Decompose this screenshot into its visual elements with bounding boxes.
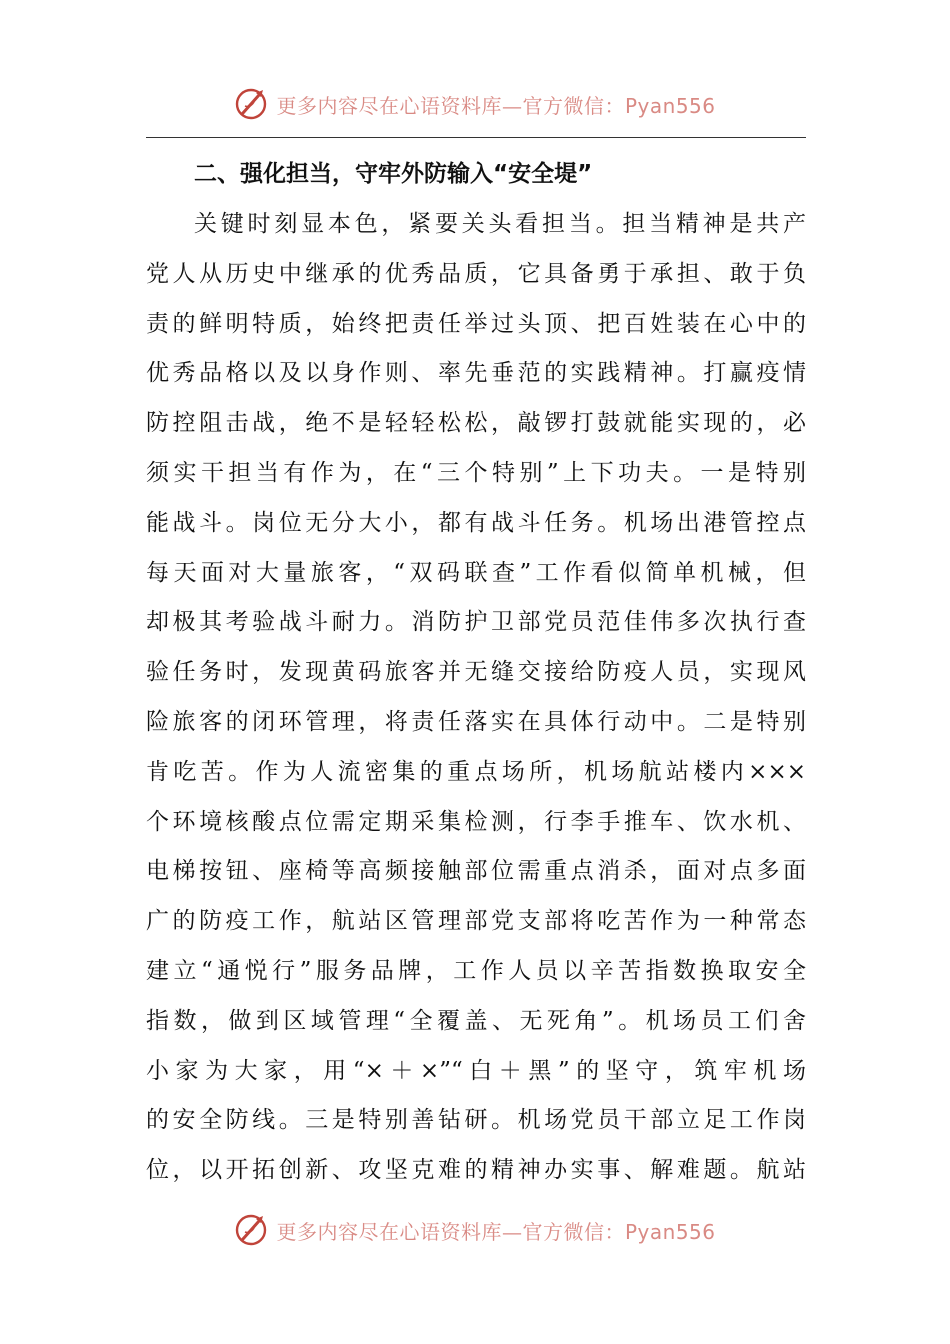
watermark-text: 更多内容尽在心语资料库—官方微信：Pyan556 (276, 93, 716, 118)
body-line: 肯吃苦。作为人流密集的重点场所，机场航站楼内××× (146, 758, 806, 785)
body-line: 须实干担当有作为，在“三个特别”上下功夫。一是特别 (146, 459, 806, 486)
watermark-text: 更多内容尽在心语资料库—官方微信：Pyan556 (276, 1219, 716, 1244)
pen-seal-icon (234, 1212, 270, 1248)
body-line: 优秀品格以及以身作则、率先垂范的实践精神。打赢疫情 (146, 360, 806, 387)
body-line: 关键时刻显本色，紧要关头看担当。担当精神是共产 (194, 211, 806, 237)
body-line: 防控阻击战，绝不是轻轻松松，敲锣打鼓就能实现的，必 (146, 410, 806, 437)
body-line: 的安全防线。三是特别善钻研。机场党员干部立足工作岗 (146, 1107, 806, 1134)
body-line: 却极其考验战斗耐力。消防护卫部党员范佳伟多次执行查 (146, 609, 806, 636)
body-line: 验任务时，发现黄码旅客并无缝交接给防疫人员，实现风 (146, 659, 806, 686)
header-divider (146, 137, 806, 138)
body-line: 位，以开拓创新、攻坚克难的精神办实事、解难题。航站 (146, 1157, 806, 1184)
body-paragraph (146, 200, 806, 1196)
body-line: 小家为大家，用“×＋×”“白＋黑”的坚守，筑牢机场 (146, 1057, 806, 1084)
body-line: 指数，做到区域管理“全覆盖、无死角”。机场员工们舍 (146, 1007, 806, 1034)
footer-watermark (0, 1210, 950, 1250)
body-line: 电梯按钮、座椅等高频接触部位需重点消杀，面对点多面 (146, 858, 806, 885)
header-watermark (0, 84, 950, 124)
pen-seal-icon (234, 86, 270, 122)
body-line: 建立“通悦行”服务品牌，工作人员以辛苦指数换取安全 (146, 957, 806, 984)
body-line: 能战斗。岗位无分大小，都有战斗任务。机场出港管控点 (146, 509, 806, 536)
body-line: 党人从历史中继承的优秀品质，它具备勇于承担、敢于负 (146, 260, 806, 287)
wechat-handle: Pyan556 (624, 93, 716, 118)
body-line: 广的防疫工作，航站区管理部党支部将吃苦作为一种常态 (146, 908, 806, 935)
section-heading: 二、强化担当，守牢外防输入“安全堤” (194, 161, 593, 187)
body-line: 每天面对大量旅客，“双码联查”工作看似简单机械，但 (146, 559, 806, 586)
wechat-handle: Pyan556 (624, 1219, 716, 1244)
body-line: 责的鲜明特质，始终把责任举过头顶、把百姓装在心中的 (146, 310, 806, 337)
body-line: 险旅客的闭环管理，将责任落实在具体行动中。二是特别 (146, 708, 806, 735)
body-line: 个环境核酸点位需定期采集检测，行李手推车、饮水机、 (146, 808, 806, 835)
